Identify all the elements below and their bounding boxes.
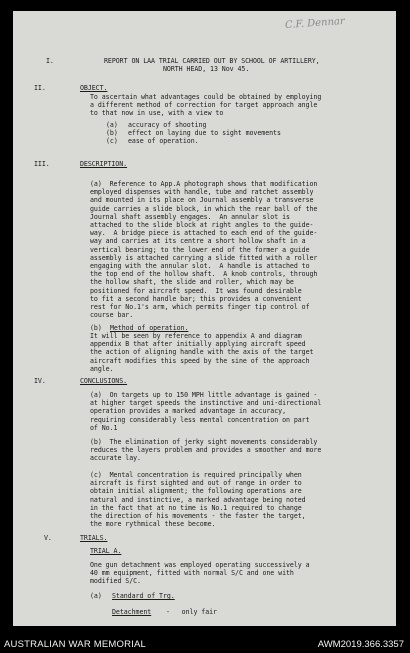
body-line: modified S/C. (90, 577, 141, 586)
document-body (13, 11, 396, 626)
handwritten-signature: C.F. Dennar (284, 15, 346, 32)
body-line: way. A bridge piece is attached to each end of the guide- (90, 229, 318, 238)
body-line: rest for No.1's arm, which permits finger tip control of (90, 303, 310, 311)
body-line: course bar. (90, 311, 134, 320)
section-number: I. (46, 57, 54, 65)
body-line: 40 mm equipment, fitted with normal S/C and one with (90, 569, 294, 578)
body-line: vertical bearing; to the lower end of the former a guide (90, 245, 310, 254)
body-line: the hollow shaft, the slide and roller, which may be (90, 278, 294, 287)
body-line: aircraft is first sighted and out of range in order to (90, 479, 302, 488)
document-page (13, 11, 396, 626)
section-number: V. (44, 534, 52, 542)
body-line: the more rythmical these become. (90, 520, 216, 529)
body-line: reduces the layers problem and provides a smoother and more (90, 446, 322, 455)
body-line: (a) On targets up to 150 MPH little advantage is gained - (90, 391, 318, 399)
list-label: (b) (106, 129, 118, 138)
body-line: natural and instinctive, a marked advantage being noted (90, 495, 306, 504)
list-item: accuracy of shooting (128, 121, 207, 129)
section-number: IV. (34, 377, 46, 385)
body-line: in the fact that at no time is No.1 required to change (90, 503, 302, 512)
list-label: (a) (90, 592, 102, 600)
list-item: effect on laying due to sight movements (128, 129, 281, 138)
body-line: engaging with the annular slot. A handle is attached to (90, 262, 310, 270)
subheading: Method of operation. (110, 324, 189, 332)
body-line: attached to the slide block at right angles to the guide- (90, 221, 314, 229)
body-line: to fit a second handle bar; this provides a convenient (90, 294, 302, 303)
section-number: III. (34, 160, 50, 168)
body-line: employed dispenses with handle, tube and ratchet assembly (90, 188, 314, 197)
body-line: guide carries a slide block, in which the rear ball of the (90, 204, 318, 213)
field-label: Detachment (112, 608, 152, 616)
body-line: at higher target speeds the instinctive and uni-directional (90, 399, 322, 408)
body-line: appendix B that after initially applying aircraft speed (90, 340, 306, 349)
body-line: and mounted in its place on Journal assembly a transverse (90, 196, 314, 205)
list-item: ease of operation. (128, 137, 199, 146)
archive-footer (0, 637, 410, 653)
body-line: obtain initial alignment; the following operations are (90, 487, 302, 496)
body-line: angle. (90, 364, 114, 373)
report-title: REPORT ON LAA TRIAL CARRIED OUT BY SCHOOL OF ARTILLERY, (104, 57, 320, 65)
field-value: - only fair (166, 608, 217, 616)
body-line: the top end of the hollow shaft. A knob controls, through (90, 270, 318, 279)
subheading: Standard of Trg. (112, 592, 175, 600)
body-line: accurate lay. (90, 454, 141, 463)
body-line: way and carries at its centre a short hollow shaft in a (90, 237, 306, 246)
section-heading: DESCRIPTION. (80, 160, 128, 168)
body-line: a different method of correction for target approach angle (90, 101, 318, 110)
report-title: NORTH HEAD, 13 Nov 45. (163, 65, 250, 73)
body-line: aircraft modifies this speed by the sine of the approach (90, 356, 310, 365)
body-line: the direction of his movements - the faster the target, (90, 512, 306, 520)
section-heading: TRIALS. (80, 534, 108, 542)
body-line: assembly is attached carrying a slide fitted with a roller (90, 253, 318, 262)
body-line: (a) Reference to App.A photograph shows that modification (90, 180, 318, 188)
list-label: (c) (106, 137, 118, 146)
section-number: II. (34, 84, 46, 92)
body-line: operation provides a marked advantage in accuracy, (90, 407, 286, 416)
body-line: the action of aligning handle with the axis of the target (90, 348, 314, 357)
footer-accession: AWM2019.366.3357 (317, 639, 404, 650)
section-heading: OBJECT. (80, 84, 108, 92)
body-line: positioned for aircraft speed. It was found desirable (90, 286, 302, 295)
body-line: To ascertain what advantages could be obtained by employing (90, 93, 322, 101)
body-line: Journal shaft assembly engages. An annular slot is (90, 212, 290, 221)
body-line: One gun detachment was employed operating successively a (90, 561, 310, 569)
subheading: TRIAL A. (90, 547, 122, 555)
list-label: (b) (90, 324, 102, 332)
body-line: of No.1 (90, 423, 118, 432)
body-line: to that now in use, with a view to (90, 109, 224, 118)
body-line: It will be seen by reference to appendix A and diagram (90, 332, 302, 340)
list-label: (a) (106, 121, 118, 129)
body-line: requiring considerably less mental concentration on part (90, 415, 310, 424)
footer-institution: AUSTRALIAN WAR MEMORIAL (4, 639, 147, 650)
body-line: (b) The elimination of jerky sight movements considerably (90, 438, 318, 446)
section-heading: CONCLUSIONS. (80, 377, 128, 385)
body-line: (c) Mental concentration is required principally when (90, 471, 302, 479)
